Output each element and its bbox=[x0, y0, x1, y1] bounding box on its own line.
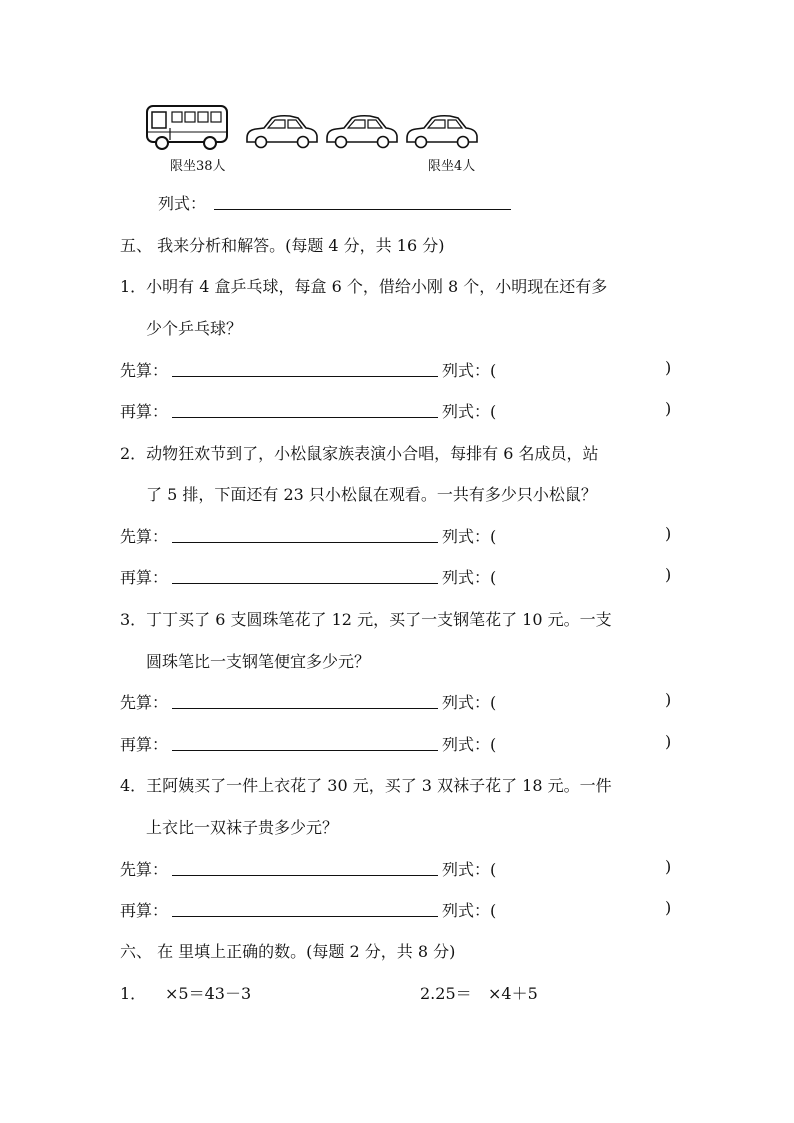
formula-label: 列式：( bbox=[442, 860, 497, 879]
close-paren: ) bbox=[665, 565, 672, 584]
section6-item-1-number: 1． bbox=[120, 984, 147, 1003]
then-calc-answer-line[interactable] bbox=[172, 583, 438, 584]
first-calc-answer-line[interactable] bbox=[172, 875, 438, 876]
problem-4-text-cont: 上衣比一双袜子贵多少元？ bbox=[146, 818, 339, 837]
formula-label: 列式：( bbox=[442, 901, 497, 920]
first-calc-label: 先算： bbox=[120, 693, 169, 712]
problem-4-text: 4．王阿姨买了一件上衣花了 30 元，买了 3 双袜子花了 18 元。一件 bbox=[120, 776, 612, 795]
section5-heading: 五、 我来分析和解答。(每题 4 分，共 16 分) bbox=[120, 236, 445, 255]
bus-caption: 限坐38人 bbox=[170, 159, 226, 174]
then-calc-label: 再算： bbox=[120, 901, 169, 920]
bus-icon bbox=[144, 100, 232, 152]
first-calc-label: 先算： bbox=[120, 527, 169, 546]
intro-formula-answer-line[interactable] bbox=[214, 209, 511, 210]
close-paren: ) bbox=[665, 524, 672, 543]
formula-label: 列式：( bbox=[442, 735, 497, 754]
section6-item-2-prefix: 2.25＝ bbox=[420, 984, 472, 1003]
formula-label: 列式：( bbox=[442, 527, 497, 546]
close-paren: ) bbox=[665, 732, 672, 751]
problem-2-text-cont: 了 5 排，下面还有 23 只小松鼠在观看。一共有多少只小松鼠？ bbox=[146, 485, 597, 504]
close-paren: ) bbox=[665, 399, 672, 418]
first-calc-answer-line[interactable] bbox=[172, 542, 438, 543]
car-caption: 限坐4人 bbox=[428, 159, 476, 174]
then-calc-label: 再算： bbox=[120, 735, 169, 754]
then-calc-answer-line[interactable] bbox=[172, 750, 438, 751]
intro-formula-label: 列式： bbox=[158, 194, 207, 213]
car-icon bbox=[404, 110, 480, 152]
close-paren: ) bbox=[665, 857, 672, 876]
first-calc-label: 先算： bbox=[120, 361, 169, 380]
then-calc-label: 再算： bbox=[120, 402, 169, 421]
section6-item-1-expression[interactable]: ×5＝43－3 bbox=[165, 984, 252, 1003]
then-calc-label: 再算： bbox=[120, 568, 169, 587]
problem-3-text-cont: 圆珠笔比一支钢笔便宜多少元？ bbox=[146, 652, 371, 671]
problem-1-text-cont: 少个乒乓球？ bbox=[146, 319, 243, 338]
then-calc-answer-line[interactable] bbox=[172, 417, 438, 418]
close-paren: ) bbox=[665, 898, 672, 917]
section6-heading: 六、 在 里填上正确的数。(每题 2 分，共 8 分) bbox=[120, 942, 456, 961]
first-calc-answer-line[interactable] bbox=[172, 708, 438, 709]
first-calc-label: 先算： bbox=[120, 860, 169, 879]
formula-label: 列式：( bbox=[442, 693, 497, 712]
problem-1-text: 1．小明有 4 盒乒乓球，每盒 6 个，借给小刚 8 个，小明现在还有多 bbox=[120, 277, 608, 296]
close-paren: ) bbox=[665, 690, 672, 709]
formula-label: 列式：( bbox=[442, 402, 497, 421]
first-calc-answer-line[interactable] bbox=[172, 376, 438, 377]
then-calc-answer-line[interactable] bbox=[172, 916, 438, 917]
problem-3-text: 3．丁丁买了 6 支圆珠笔花了 12 元，买了一支钢笔花了 10 元。一支 bbox=[120, 610, 612, 629]
formula-label: 列式：( bbox=[442, 568, 497, 587]
close-paren: ) bbox=[665, 358, 672, 377]
section6-item-2-expression[interactable]: ×4＋5 bbox=[488, 984, 538, 1003]
problem-2-text: 2．动物狂欢节到了，小松鼠家族表演小合唱，每排有 6 名成员，站 bbox=[120, 444, 599, 463]
car-icon bbox=[324, 110, 400, 152]
car-icon bbox=[244, 110, 320, 152]
formula-label: 列式：( bbox=[442, 361, 497, 380]
